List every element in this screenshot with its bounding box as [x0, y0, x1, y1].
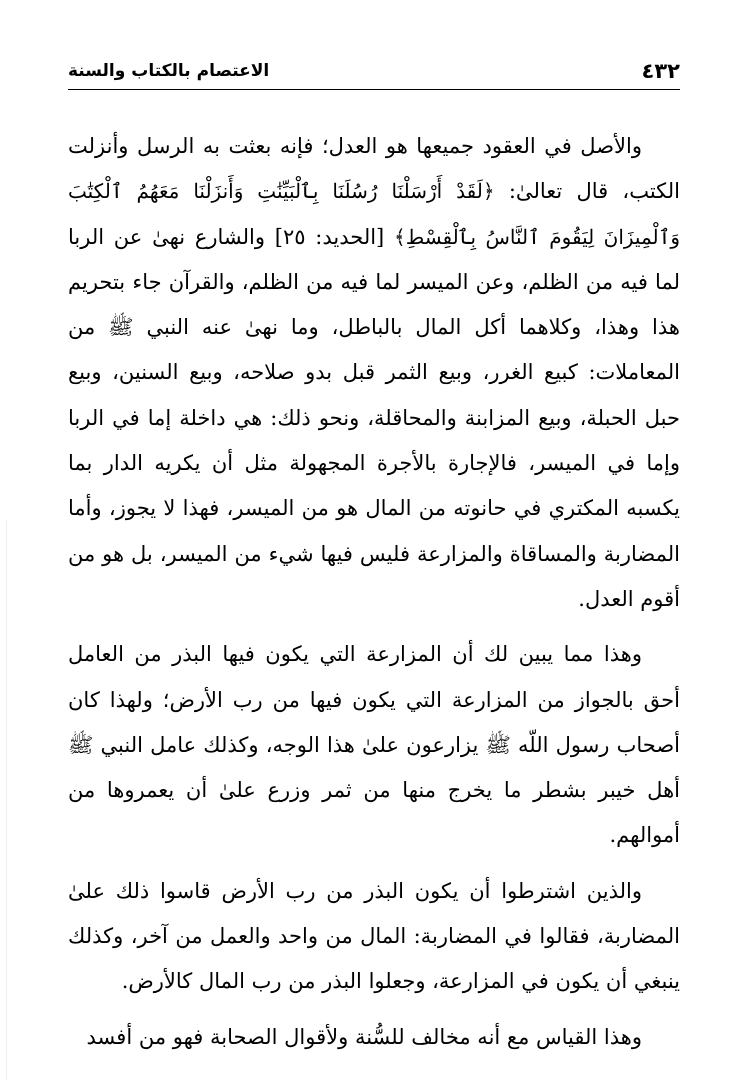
scan-margin-shadow	[6, 520, 7, 1080]
paragraph-1	[68, 124, 680, 622]
paragraph-1-intro: والأصل في العقود جميعها هو العدل؛ فإنه بعثت به الرسل وأنزلت الكتب، قال تعالىٰ:	[68, 134, 681, 204]
paragraph-2: وهذا مما يبين لك أن المزارعة التي يكون فيها البذر من العامل أحق بالجواز من المزارعة التي يكون فيها من رب الأرض؛ ولهذا كان أصحاب رسول اللّه ﷺ يزارعون علىٰ هذا الوجه، وكذلك عامل النبي ﷺ أهل خيبر بشطر ما يخرج منها من ثمر وزرع علىٰ أن يعمروها من أموالهم.	[68, 642, 680, 848]
page-header	[68, 56, 680, 90]
quran-quote: ﴿لَقَدْ أَرْسَلْنَا رُسُلَنَا بِٱلْبَيِّنَٰتِ وَأَنزَلْنَا مَعَهُمُ ٱلْكِتَٰبَ وَٱلْمِيزَانَ لِيَقُومَ ٱلنَّاسُ بِٱلْقِسْطِ﴾	[68, 179, 680, 249]
body-text	[68, 124, 680, 1060]
paragraph-1-rest: [الحديد: ٢٥] والشارع نهىٰ عن الربا لما فيه من الظلم، وعن الميسر لما فيه من الظلم، والقرآن جاء بتحريم هذا وهذا، وكلاهما أكل المال بالباطل، وما نهىٰ عنه النبي ﷺ من المعاملات: كبيع الغرر، وبيع الثمر قبل بدو صلاحه، وبيع السنين، وبيع حبل الحبلة، وبيع المزابنة والمحاقلة، ونحو ذلك: هي داخلة إما في الربا وإما في الميسر، فالإجارة بالأجرة المجهولة مثل أن يكريه الدار بما يكسبه المكتري في حانوته من المال هو من الميسر، فهذا لا يجوز، وأما المضاربة والمساقاة والمزارعة فليس فيها شيء من الميسر، بل هو من أقوم العدل.	[68, 224, 680, 611]
running-title: الاعتصام بالكتاب والسنة	[68, 61, 270, 81]
paragraph-3: والذين اشترطوا أن يكون البذر من رب الأرض قاسوا ذلك علىٰ المضاربة، فقالوا في المضاربة: المال من واحد والعمل من آخر، وكذلك ينبغي أن يكون في المزارعة، وجعلوا البذر من رب المال كالأرض.	[68, 878, 680, 994]
header-rule	[68, 89, 680, 90]
paragraph-4: وهذا القياس مع أنه مخالف للسُّنة ولأقوال الصحابة فهو من أفسد	[86, 1024, 642, 1049]
page-number: ٤٣٢	[641, 59, 680, 83]
